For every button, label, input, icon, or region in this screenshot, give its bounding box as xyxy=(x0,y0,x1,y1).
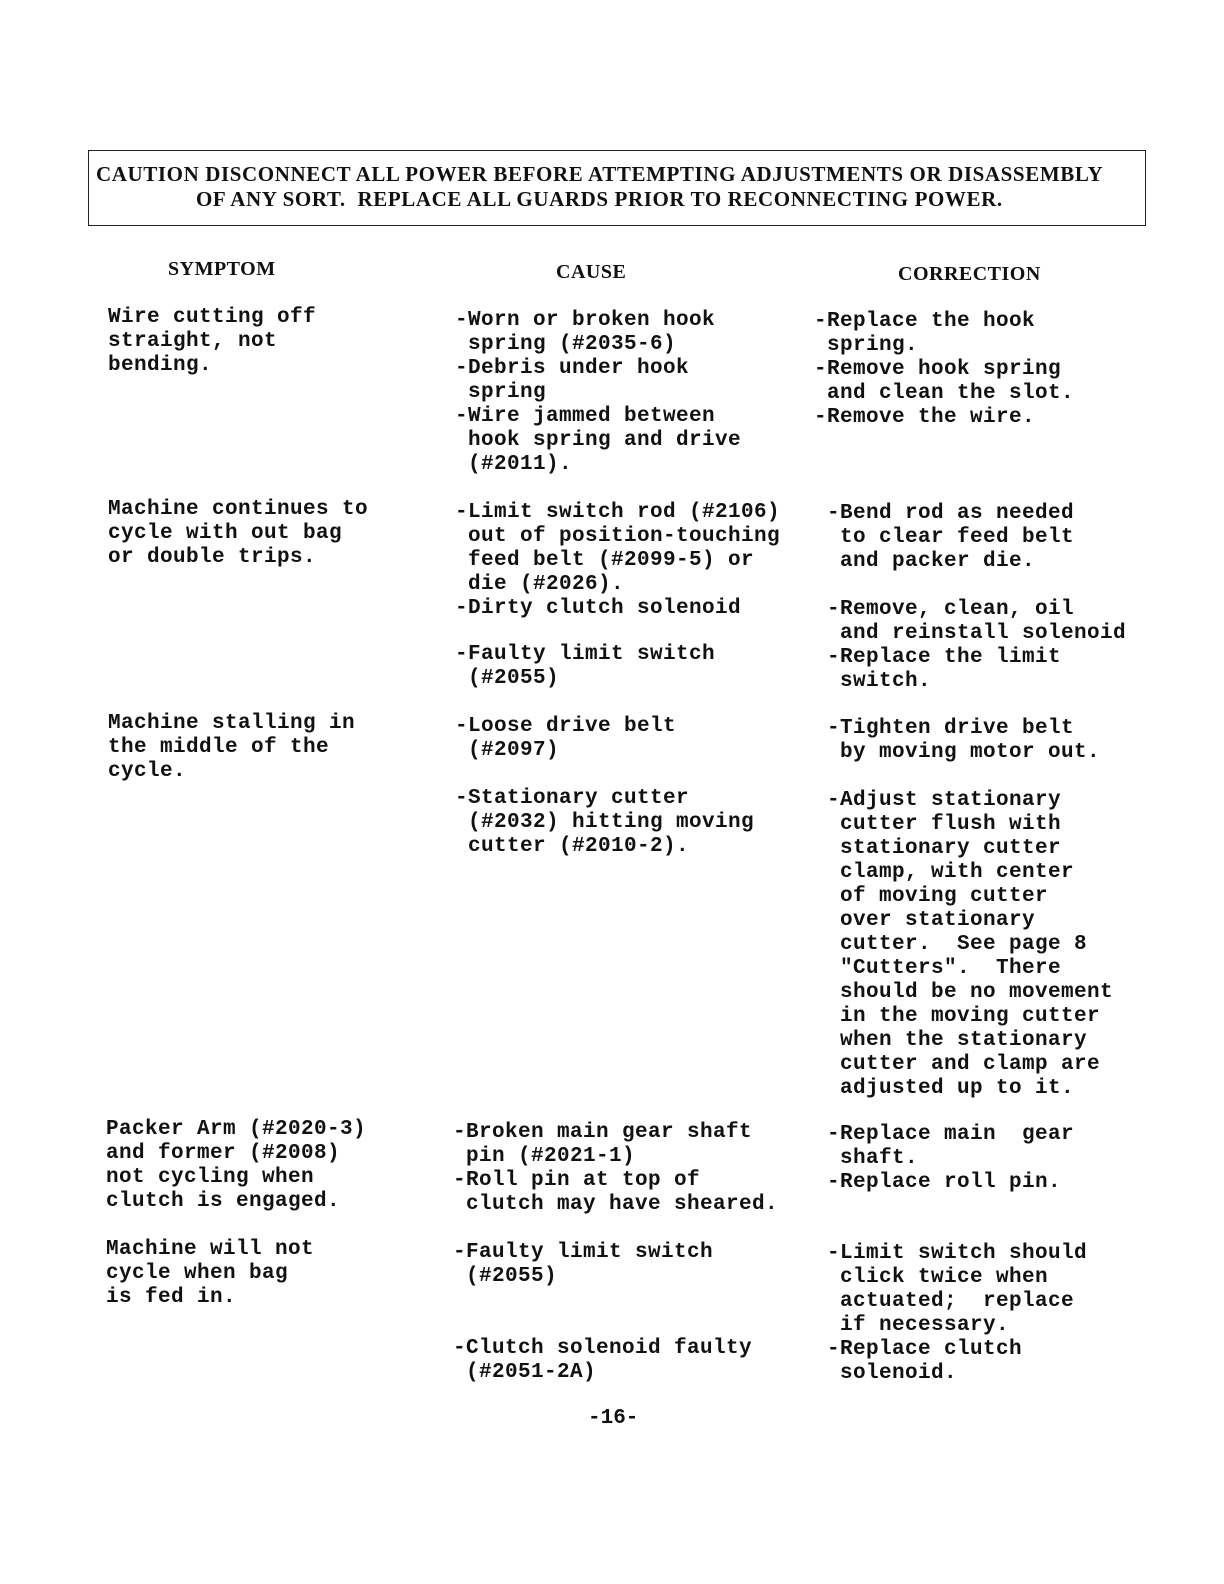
row5-correction-a: -Limit switch should click twice when actuated; replace if necessary. xyxy=(827,1242,1088,1337)
row4-symptom: Packer Arm (#2020-3) and former (#2008) not cycling when clutch is engaged. xyxy=(106,1118,367,1213)
row3-cause-a: -Loose drive belt (#2097) xyxy=(455,715,677,762)
row4-cause: -Broken main gear shaft pin (#2021-1) -Roll pin at top of clutch may have sheared. xyxy=(453,1121,779,1216)
row3-cause-b: -Stationary cutter (#2032) hitting moving cutter (#2010-2). xyxy=(455,787,755,858)
row2-cause-b: -Faulty limit switch (#2055) xyxy=(455,643,716,690)
row5-cause-a: -Faulty limit switch (#2055) xyxy=(453,1241,714,1288)
row1-correction: -Replace the hook spring. -Remove hook spring and clean the slot. -Remove the wire. xyxy=(814,310,1075,429)
correction-header: CORRECTION xyxy=(898,263,1041,285)
caution-line-1: CAUTION DISCONNECT ALL POWER BEFORE ATTEMPTING ADJUSTMENTS OR DISASSEMBLY xyxy=(96,162,1104,186)
caution-line-2: OF ANY SORT. REPLACE ALL GUARDS PRIOR TO RECONNECTING POWER. xyxy=(196,187,1003,211)
row2-symptom: Machine continues to cycle with out bag or double trips. xyxy=(108,498,369,569)
row3-symptom: Machine stalling in the middle of the cycle. xyxy=(108,712,356,783)
row3-correction-b: -Adjust stationary cutter flush with stationary cutter clamp, with center of moving cutter over stationary cutter. See page 8 "Cutters". There should be no movement in the moving cutter when the stationary cutter and clamp are adjusted up to it. xyxy=(827,789,1114,1100)
symptom-header: SYMPTOM xyxy=(168,258,276,280)
row5-symptom: Machine will not cycle when bag is fed in. xyxy=(106,1238,315,1309)
row2-correction-b: -Remove, clean, oil and reinstall solenoid -Replace the limit switch. xyxy=(827,598,1127,693)
cause-header: CAUSE xyxy=(556,261,627,283)
row3-correction-a: -Tighten drive belt by moving motor out. xyxy=(827,717,1101,764)
row2-cause-a: -Limit switch rod (#2106) out of position-touching feed belt (#2099-5) or die (#2026). -Dirty clutch solenoid xyxy=(455,501,781,620)
row1-cause: -Worn or broken hook spring (#2035-6) -Debris under hook spring -Wire jammed between hook spring and drive (#2011). xyxy=(455,309,742,476)
row5-cause-b: -Clutch solenoid faulty (#2051-2A) xyxy=(453,1337,753,1384)
row5-correction-b: -Replace clutch solenoid. xyxy=(827,1338,1023,1385)
row2-correction-a: -Bend rod as needed to clear feed belt and packer die. xyxy=(827,502,1075,573)
caution-notice xyxy=(96,162,1103,212)
row4-correction: -Replace main gear shaft. -Replace roll pin. xyxy=(827,1123,1075,1194)
row1-symptom: Wire cutting off straight, not bending. xyxy=(108,306,317,377)
page-number: -16- xyxy=(588,1407,639,1430)
